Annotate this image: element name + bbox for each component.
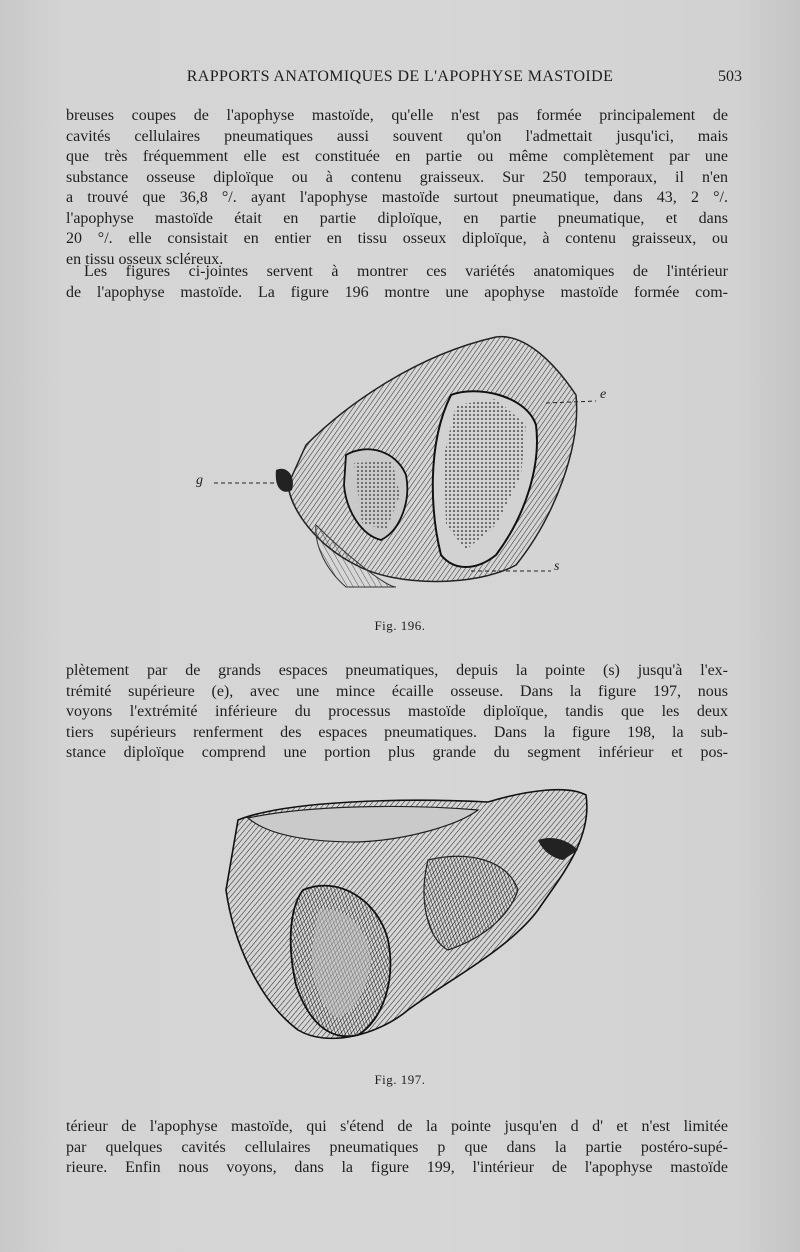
- text-line: stance diploïque comprend une portion plus grande du segment inférieur et pos-: [66, 744, 728, 761]
- text-line: 20 °/. elle consistait en entier en tissu osseux diploïque, à contenu graisseux, ou: [66, 230, 728, 247]
- text-line: l'apophyse mastoïde était en partie diploïque, en partie pneumatique, et dans: [66, 209, 728, 227]
- running-title: RAPPORTS ANATOMIQUES DE L'APOPHYSE MASTOIDE: [186, 68, 614, 85]
- text-line: voyons l'extrémité inférieure du processus mastoïde diploïque, tandis que les deux: [66, 703, 728, 720]
- text-line: rieure. Enfin nous voyons, dans la figure 199, l'intérieur de l'apophyse mastoïde: [66, 1159, 728, 1176]
- text-line: cavités cellulaires pneumatiques aussi souvent qu'on l'admettait jusqu'ici, mais: [66, 127, 728, 145]
- paragraph-2: [66, 262, 728, 303]
- text-line: a trouvé que 36,8 °/. ayant l'apophyse mastoïde surtout pneumatique, dans 43, 2 °/.: [66, 189, 728, 206]
- text-line: de l'apophyse mastoïde. La figure 196 montre une apophyse mastoïde formée com-: [66, 283, 728, 301]
- text-line: plètement par de grands espaces pneumatiques, depuis la pointe (s) jusqu'à l'ex-: [66, 662, 728, 679]
- text-line: que très fréquemment elle est constituée en partie ou même complètement par une: [66, 148, 728, 165]
- text-line: par quelques cavités cellulaires pneumatiques p que dans la partie postéro-supé-: [66, 1138, 728, 1156]
- figure-197-illustration: [208, 780, 598, 1050]
- paragraph-1: [66, 106, 728, 270]
- page-number: 503: [718, 68, 742, 85]
- text-line: trémité supérieure (e), avec une mince écaille osseuse. Dans la figure 197, nous: [66, 682, 728, 700]
- figure-196-caption: Fig. 196.: [374, 618, 426, 633]
- figure-label-s: s: [554, 559, 560, 574]
- paragraph-4: [66, 1117, 728, 1179]
- text-line: breuses coupes de l'apophyse mastoïde, qu'elle n'est pas formée principalement de: [66, 107, 728, 124]
- figure-197-caption: Fig. 197.: [374, 1072, 426, 1087]
- figure-label-g: g: [196, 473, 203, 488]
- paragraph-3: [66, 661, 728, 764]
- text-line: Les figures ci-jointes servent à montrer ces variétés anatomiques de l'intérieur: [84, 263, 728, 280]
- text-line: tiers supérieurs renferment des espaces pneumatiques. Dans la figure 198, la sub-: [66, 723, 728, 741]
- text-line: térieur de l'apophyse mastoïde, qui s'étend de la pointe jusqu'en d d' et n'est limitée: [66, 1118, 728, 1135]
- text-line: en tissu osseux scléreux.: [66, 250, 224, 268]
- figure-196-illustration: [196, 325, 626, 595]
- text-line: substance osseuse diploïque ou à contenu graisseux. Sur 250 temporaux, il n'en: [66, 168, 728, 186]
- figure-label-e: e: [600, 387, 607, 402]
